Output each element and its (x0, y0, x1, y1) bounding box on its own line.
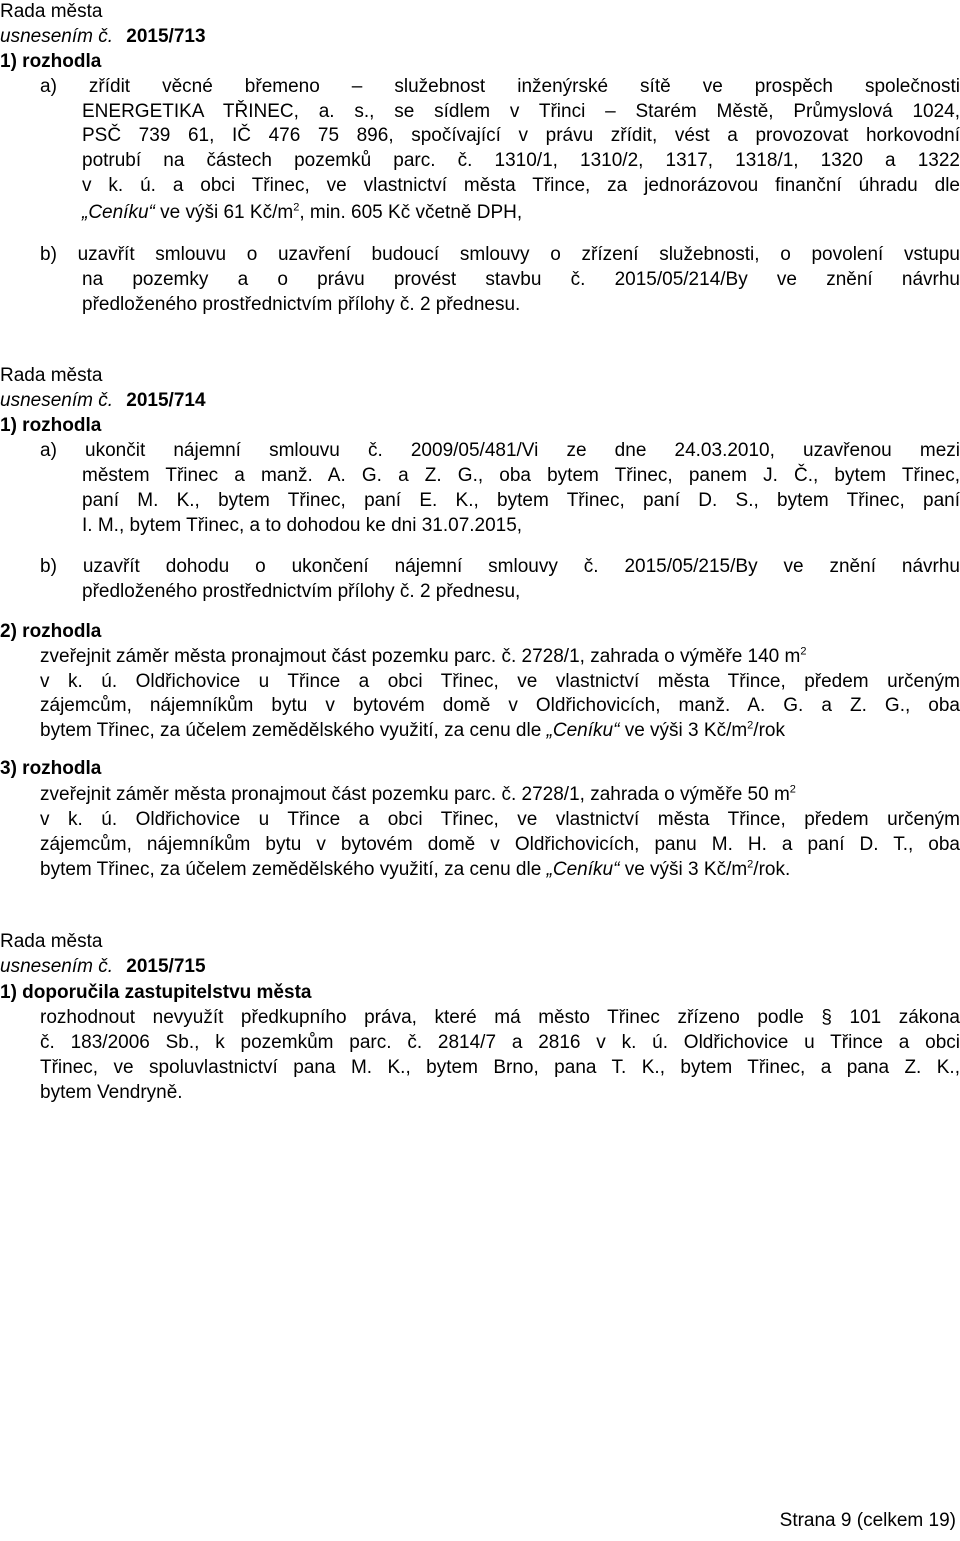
resolution-number-line (0, 25, 206, 49)
paragraph-line: v k. ú. Oldřichovice u Třince a obci Třinec, ve vlastnictví města Třince, předem určeným (40, 809, 960, 830)
paragraph-line: Třinec, ve spoluvlastnictví pana M. K., bytem Brno, pana T. K., bytem Třinec, a pana Z. K., (40, 1057, 960, 1078)
paragraph-line: potrubí na částech pozemků parc. č. 1310/1, 1310/2, 1317, 1318/1, 1320 a 1322 (82, 150, 960, 171)
paragraph-line: rozhodnout nevyužít předkupního práva, které má město Třinec zřízeno podle § 101 zákona (40, 1007, 960, 1028)
paragraph-line: a) ukončit nájemní smlouvu č. 2009/05/481/Vi ze dne 24.03.2010, uzavřenou mezi (40, 440, 960, 461)
decision-heading: 1) rozhodla (0, 415, 102, 436)
council-header: Rada města (0, 931, 103, 952)
decision-heading: 1) doporučila zastupitelstvu města (0, 982, 312, 1003)
paragraph-line: bytem Třinec, za účelem zemědělského využití, za cenu dle „Ceníku“ ve výši 3 $Kč/m^2$/rok (40, 719, 785, 741)
paragraph-line: v k. ú. Oldřichovice u Třince a obci Třinec, ve vlastnictví města Třince, předem určeným (40, 671, 960, 692)
resolution-number-line (0, 389, 206, 413)
paragraph-line: „Ceníku“ ve výši 61 $Kč/m^2$, min. 605 Kč včetně DPH, (82, 201, 523, 223)
resolution-number: 2015/715 (126, 956, 206, 977)
decision-heading: 2) rozhodla (0, 621, 102, 642)
paragraph-line: v k. ú. a obci Třinec, ve vlastnictví města Třince, za jednorázovou finanční úhradu dle (82, 175, 960, 196)
paragraph-line: zveřejnit záměr města pronajmout část pozemku parc. č. 2728/1, zahrada o výměře 140 $m^2$ (40, 645, 807, 667)
resolution-number-line (0, 955, 206, 979)
page-footer: Strana 9 (celkem 19) (779, 1510, 956, 1531)
paragraph-line: zájemcům, nájemníkům bytu v bytovém domě v Oldřichovicích, manž. A. G. a Z. G., oba (40, 695, 960, 716)
paragraph-line: č. 183/2006 Sb., k pozemkům parc. č. 2814/7 a 2816 v k. ú. Oldřichovice u Třince a obci (40, 1032, 960, 1053)
paragraph-line: městem Třinec a manž. A. G. a Z. G., oba bytem Třinec, panem J. Č., bytem Třinec, (82, 465, 960, 486)
decision-heading: 1) rozhodla (0, 51, 102, 72)
paragraph-line: a) zřídit věcné břemeno – služebnost inženýrské sítě ve prospěch společnosti (40, 76, 960, 97)
council-header: Rada města (0, 1, 103, 22)
decision-heading: 3) rozhodla (0, 758, 102, 779)
pricelist-reference: „Ceníku“ (546, 720, 620, 741)
resolution-number: 2015/713 (126, 26, 206, 47)
paragraph-line: bytem Třinec, za účelem zemědělského využití, za cenu dle „Ceníku“ ve výši 3 $Kč/m^2$/rok. (40, 858, 791, 880)
paragraph-line: předloženého prostřednictvím přílohy č. 2 přednesu, (82, 581, 521, 602)
paragraph-line: zveřejnit záměr města pronajmout část pozemku parc. č. 2728/1, zahrada o výměře 50 $m^2$ (40, 783, 796, 805)
paragraph-line: I. M., bytem Třinec, a to dohodou ke dni 31.07.2015, (82, 515, 523, 536)
council-header: Rada města (0, 365, 103, 386)
paragraph-line: PSČ 739 61, IČ 476 75 896, spočívající v právu zřídit, vést a provozovat horkovodní (82, 125, 960, 146)
paragraph-line: předloženého prostřednictvím přílohy č. 2 přednesu. (82, 294, 521, 315)
paragraph-line: ENERGETIKA TŘINEC, a. s., se sídlem v Třinci – Starém Městě, Průmyslová 1024, (82, 101, 960, 122)
paragraph-line: bytem Vendryně. (40, 1082, 183, 1103)
pricelist-reference: „Ceníku“ (82, 202, 155, 223)
usneseni-label: usnesením č. (0, 956, 113, 977)
usneseni-label: usnesením č. (0, 26, 113, 47)
paragraph-line: b) uzavřít dohodu o ukončení nájemní smlouvy č. 2015/05/215/By ve znění návrhu (40, 556, 960, 577)
paragraph-line: na pozemky a o právu provést stavbu č. 2015/05/214/By ve znění návrhu (82, 269, 960, 290)
paragraph-line: b) uzavřít smlouvu o uzavření budoucí smlouvy o zřízení služebnosti, o povolení vstupu (40, 244, 960, 265)
usneseni-label: usnesením č. (0, 390, 113, 411)
pricelist-reference: „Ceníku“ (546, 859, 620, 880)
paragraph-line: zájemcům, nájemníkům bytu v bytovém domě v Oldřichovicích, panu M. H. a paní D. T., oba (40, 834, 960, 855)
paragraph-line: paní M. K., bytem Třinec, paní E. K., bytem Třinec, paní D. S., bytem Třinec, paní (82, 490, 960, 511)
resolution-number: 2015/714 (126, 390, 206, 411)
